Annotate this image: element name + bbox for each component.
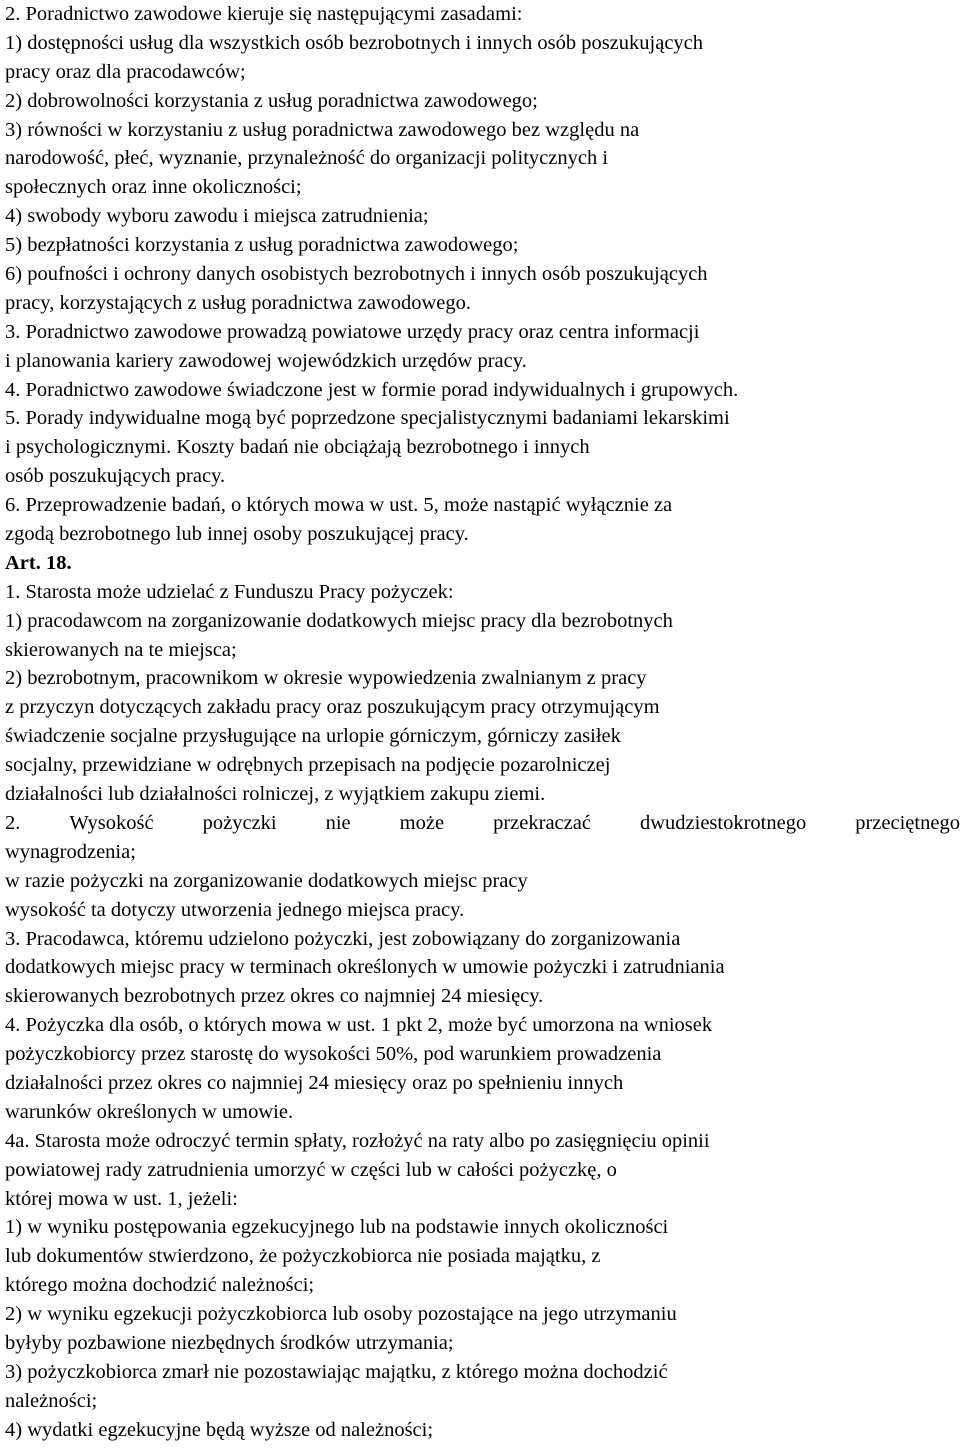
paragraph-5-continued: i psychologicznymi. Koszty badań nie obciążają bezrobotnego i innych — [5, 436, 590, 459]
justified-word: Wysokość — [69, 811, 154, 834]
list-item-6: 6) poufności i ochrony danych osobistych bezrobotnych i innych osób poszukujących — [5, 263, 708, 286]
article-paragraph-1: 1. Starosta może udzielać z Funduszu Pracy pożyczek: — [5, 580, 454, 603]
paragraph-5: 5. Porady indywidualne mogą być poprzedzone specjalistycznymi badaniami lekarskimi — [5, 407, 730, 430]
list-item-3-continued: narodowość, płeć, wyznanie, przynależność do organizacji politycznych i — [5, 147, 609, 170]
article-paragraph-3: 3. Pracodawca, któremu udzielono pożyczki, jest zobowiązany do zorganizowania — [5, 927, 681, 950]
justified-word: przekraczać — [493, 811, 591, 834]
list-item-1: 1) dostępności usług dla wszystkich osób bezrobotnych i innych osób poszukujących — [5, 31, 704, 54]
paragraph-6: 6. Przeprowadzenie badań, o których mowa w ust. 5, może nastąpić wyłącznie za — [5, 494, 673, 517]
justified-word: nie — [325, 811, 351, 834]
article-paragraph-2-continued: w razie pożyczki na zorganizowanie dodatkowych miejsc pracy — [5, 869, 528, 892]
article-paragraph-2 — [5, 809, 960, 838]
article-list-item-2-continued: działalności lub działalności rolniczej, z wyjątkiem zakupu ziemi. — [5, 783, 546, 806]
article-list-item-2-continued: socjalny, przewidziane w odrębnych przepisach na podjęcie pozarolniczej — [5, 754, 611, 777]
article-list-item-1-continued: skierowanych na te miejsca; — [5, 638, 237, 661]
list-item-3-continued: społecznych oraz inne okoliczności; — [5, 176, 302, 199]
paragraph-4: 4. Poradnictwo zawodowe świadczone jest w formie porad indywidualnych i grupowych. — [5, 378, 739, 401]
condition-item-2-continued: byłyby pozbawione niezbędnych środków utrzymania; — [5, 1331, 454, 1354]
article-paragraph-4-continued: warunków określonych w umowie. — [5, 1100, 294, 1123]
justified-word: dwudziestokrotnego — [639, 811, 807, 834]
condition-item-1-continued: lub dokumentów stwierdzono, że pożyczkobiorca nie posiada majątku, z — [5, 1245, 601, 1268]
paragraph-5-continued: osób poszukujących pracy. — [5, 465, 226, 488]
condition-item-2: 2) w wyniku egzekucji pożyczkobiorca lub osoby pozostające na jego utrzymaniu — [5, 1303, 677, 1326]
list-item-1-continued: pracy oraz dla pracodawców; — [5, 60, 246, 83]
paragraph-6-continued: zgodą bezrobotnego lub innej osoby poszukującej pracy. — [5, 523, 469, 546]
article-list-item-2-continued: świadczenie socjalne przysługujące na urlopie górniczym, górniczy zasiłek — [5, 725, 621, 748]
article-paragraph-4a: 4a. Starosta może odroczyć termin spłaty, rozłożyć na raty albo po zasięgnięciu opinii — [5, 1129, 710, 1152]
justified-word: pożyczki — [202, 811, 277, 834]
article-paragraph-4a-continued: powiatowej rady zatrudnienia umorzyć w części lub w całości pożyczkę, o — [5, 1158, 617, 1181]
article-list-item-2-continued: z przyczyn dotyczących zakładu pracy oraz poszukującym pracy otrzymującym — [5, 696, 660, 719]
condition-item-3-continued: należności; — [5, 1389, 98, 1412]
article-paragraph-4: 4. Pożyczka dla osób, o których mowa w ust. 1 pkt 2, może być umorzona na wniosek — [5, 1014, 713, 1037]
paragraph-3: 3. Poradnictwo zawodowe prowadzą powiatowe urzędy pracy oraz centra informacji — [5, 320, 700, 343]
condition-item-1-continued: którego można dochodzić należności; — [5, 1274, 315, 1297]
condition-item-1: 1) w wyniku postępowania egzekucyjnego lub na podstawie innych okoliczności — [5, 1216, 669, 1239]
list-item-5: 5) bezpłatności korzystania z usług poradnictwa zawodowego; — [5, 234, 519, 257]
article-paragraph-2-continued: wynagrodzenia; — [5, 840, 136, 863]
list-item-3: 3) równości w korzystaniu z usług poradnictwa zawodowego bez względu na — [5, 118, 640, 141]
article-paragraph-4-continued: działalności przez okres co najmniej 24 miesięcy oraz po spełnieniu innych — [5, 1071, 624, 1094]
article-paragraph-3-continued: skierowanych bezrobotnych przez okres co najmniej 24 miesięcy. — [5, 985, 544, 1008]
list-item-2: 2) dobrowolności korzystania z usług poradnictwa zawodowego; — [5, 89, 538, 112]
article-paragraph-4a-continued: której mowa w ust. 1, jeżeli: — [5, 1187, 238, 1210]
paragraph-3-continued: i planowania kariery zawodowej wojewódzkich urzędów pracy. — [5, 349, 527, 372]
condition-item-4: 4) wydatki egzekucyjne będą wyższe od należności; — [5, 1418, 434, 1441]
article-list-item-1: 1) pracodawcom na zorganizowanie dodatkowych miejsc pracy dla bezrobotnych — [5, 609, 673, 632]
condition-item-3: 3) pożyczkobiorca zmarł nie pozostawiając majątku, z którego można dochodzić — [5, 1360, 668, 1383]
article-paragraph-4-continued: pożyczkobiorcy przez starostę do wysokości 50%, pod warunkiem prowadzenia — [5, 1043, 662, 1066]
justified-word: 2. — [5, 811, 21, 834]
justified-word: przeciętnego — [855, 811, 960, 834]
paragraph-2-heading: 2. Poradnictwo zawodowe kieruje się następującymi zasadami: — [5, 3, 523, 25]
list-item-4: 4) swobody wyboru zawodu i miejsca zatrudnienia; — [5, 205, 429, 228]
article-heading: Art. 18. — [5, 551, 72, 574]
article-paragraph-3-continued: dodatkowych miejsc pracy w terminach określonych w umowie pożyczki i zatrudniania — [5, 956, 725, 979]
article-list-item-2: 2) bezrobotnym, pracownikom w okresie wypowiedzenia zwalnianym z pracy — [5, 667, 647, 690]
article-paragraph-2-continued: wysokość ta dotyczy utworzenia jednego miejsca pracy. — [5, 898, 465, 921]
list-item-6-continued: pracy, korzystających z usług poradnictwa zawodowego. — [5, 291, 472, 314]
justified-word: może — [399, 811, 445, 834]
